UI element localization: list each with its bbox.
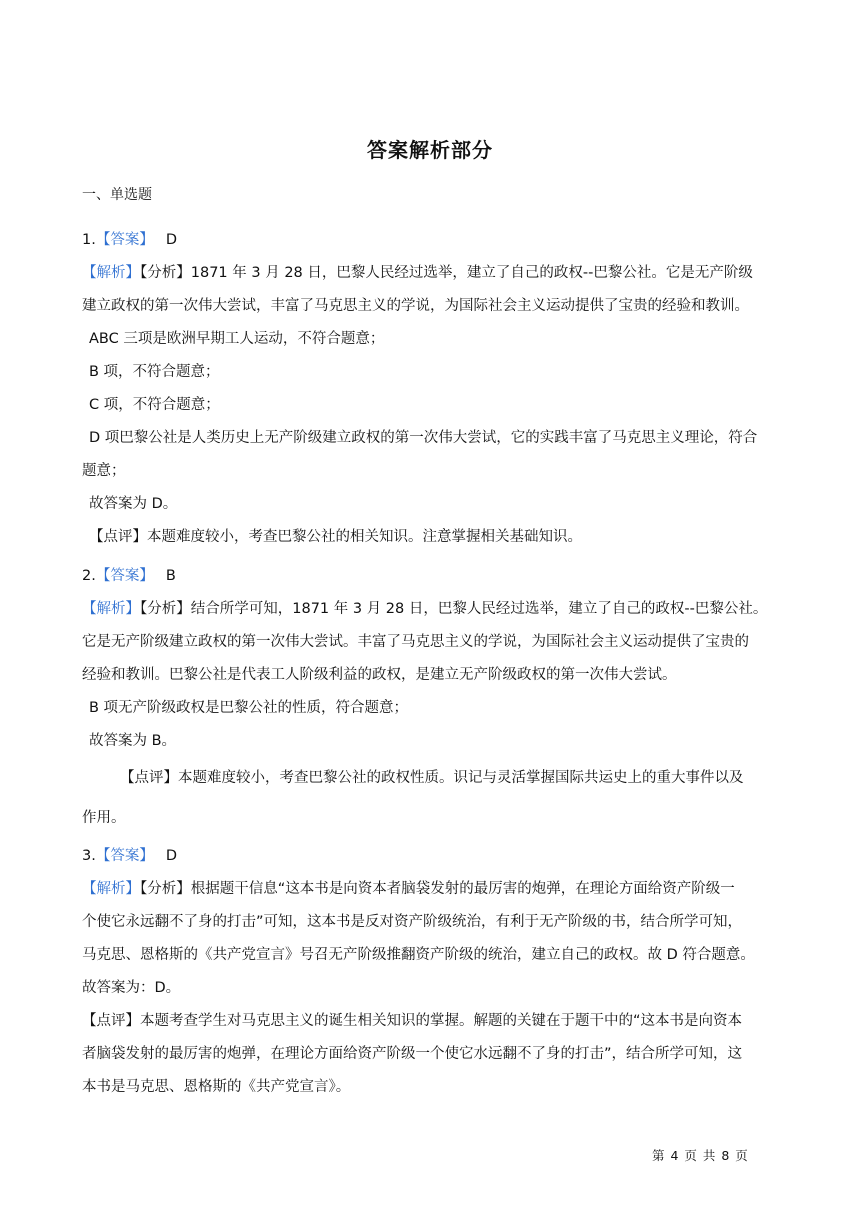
text-line: 故答案为 D。	[89, 496, 178, 512]
comment-line: 【点评】本题难度较小，考查巴黎公社的相关知识。注意掌握相关基础知识。	[89, 529, 582, 545]
text-line: 【分析】1871 年 3 月 28 日，巴黎人民经过选举，建立了自己的政权--巴黎公社。它是无产阶级	[140, 265, 753, 281]
text-line: B 项无产阶级政权是巴黎公社的性质，符合题意；	[89, 700, 409, 716]
text-line: 马克思、恩格斯的《共产党宣言》号召无产阶级推翻资产阶级的统治，建立自己的政权。故 D 符合题意。	[82, 947, 755, 963]
text-line: 题意；	[82, 463, 126, 479]
question-number: 3.	[82, 848, 96, 864]
question-1	[82, 224, 782, 554]
text-line: 建立政权的第一次伟大尝试，丰富了马克思主义的学说，为国际社会主义运动提供了宝贵的经验和教训。	[82, 298, 749, 314]
analysis-line	[82, 593, 782, 626]
section-heading: 一、单选题	[82, 187, 152, 203]
analysis-tag: 【解析】	[82, 881, 140, 897]
analysis-tag: 【解析】	[82, 601, 140, 617]
text-line: 它是无产阶级建立政权的第一次伟大尝试。丰富了马克思主义的学说，为国际社会主义运动提供了宝贵的	[82, 634, 749, 650]
answer-line	[82, 840, 782, 873]
answer-value: B	[165, 568, 176, 584]
analysis-line	[82, 257, 782, 290]
comment-line: 【点评】本题难度较小，考查巴黎公社的政权性质。识记与灵活掌握国际共运史上的重大事件以及	[120, 770, 744, 786]
question-2	[82, 560, 782, 838]
answer-line	[82, 560, 782, 593]
text-line: 故答案为：D。	[82, 980, 181, 996]
answer-tag: 【答案】	[95, 232, 154, 248]
text-line: 故答案为 B。	[89, 733, 177, 749]
answer-line	[82, 224, 782, 257]
text-line: 【分析】根据题干信息“这本书是向资本者脑袋发射的最厉害的炮弹，在理论方面给资产阶级一	[140, 881, 735, 897]
answer-tag: 【答案】	[95, 848, 154, 864]
question-3	[82, 840, 782, 1104]
question-number: 2.	[82, 568, 96, 584]
text-line: B 项，不符合题意；	[89, 364, 220, 380]
text-line: 者脑袋发射的最厉害的炮弹，在理论方面给资产阶级一个使它水远翻不了身的打击”，结合所学可知，这	[82, 1046, 743, 1062]
page-title: 答案解析部分	[367, 138, 493, 162]
text-line: 经验和教训。巴黎公社是代表工人阶级利益的政权，是建立无产阶级政权的第一次伟大尝试。	[82, 667, 677, 683]
text-line: 本书是马克思、恩格斯的《共产党宣言》。	[82, 1079, 351, 1095]
text-line: 个使它永远翻不了身的打击”可知，这本书是反对资产阶级统治，有利于无产阶级的书，结合所学可知，	[82, 914, 743, 930]
text-line: 【分析】结合所学可知，1871 年 3 月 28 日，巴黎人民经过选举，建立了自己的政权--巴黎公社。	[140, 601, 768, 617]
page-footer: 第 4 页 共 8 页	[652, 1148, 749, 1163]
analysis-tag: 【解析】	[82, 265, 140, 281]
text-line: C 项，不符合题意；	[89, 397, 220, 413]
analysis-line	[82, 873, 782, 906]
text-line: ABC 三项是欧洲早期工人运动，不符合题意；	[89, 331, 385, 347]
comment-line: 【点评】本题考查学生对马克思主义的诞生相关知识的掌握。解题的关键在于题干中的“这本书是向资本	[82, 1013, 743, 1029]
question-number: 1.	[82, 232, 96, 248]
text-line: D 项巴黎公社是人类历史上无产阶级建立政权的第一次伟大尝试，它的实践丰富了马克思主义理论，符合	[89, 430, 758, 446]
answer-tag: 【答案】	[95, 568, 154, 584]
answer-value: D	[165, 848, 178, 864]
answer-value: D	[165, 232, 178, 248]
comment-line: 作用。	[82, 810, 126, 826]
